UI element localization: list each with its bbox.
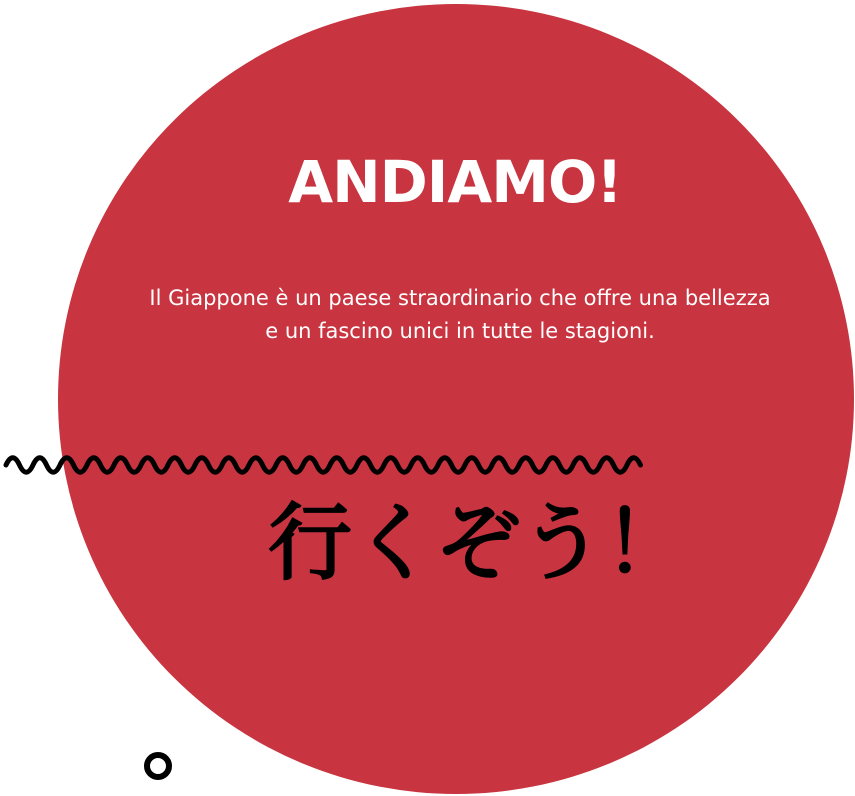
- description-text: Il Giappone è un paese straordinario che offre una bellezza e un fascino unici in tutte le stagioni.: [149, 286, 771, 343]
- wavy-line-icon: [0, 448, 652, 482]
- ring-icon: [142, 750, 174, 782]
- japanese-title: 行くぞう！: [268, 494, 689, 592]
- page-title: ANDIAMO!: [288, 148, 622, 216]
- red-circle-background: [58, 4, 854, 794]
